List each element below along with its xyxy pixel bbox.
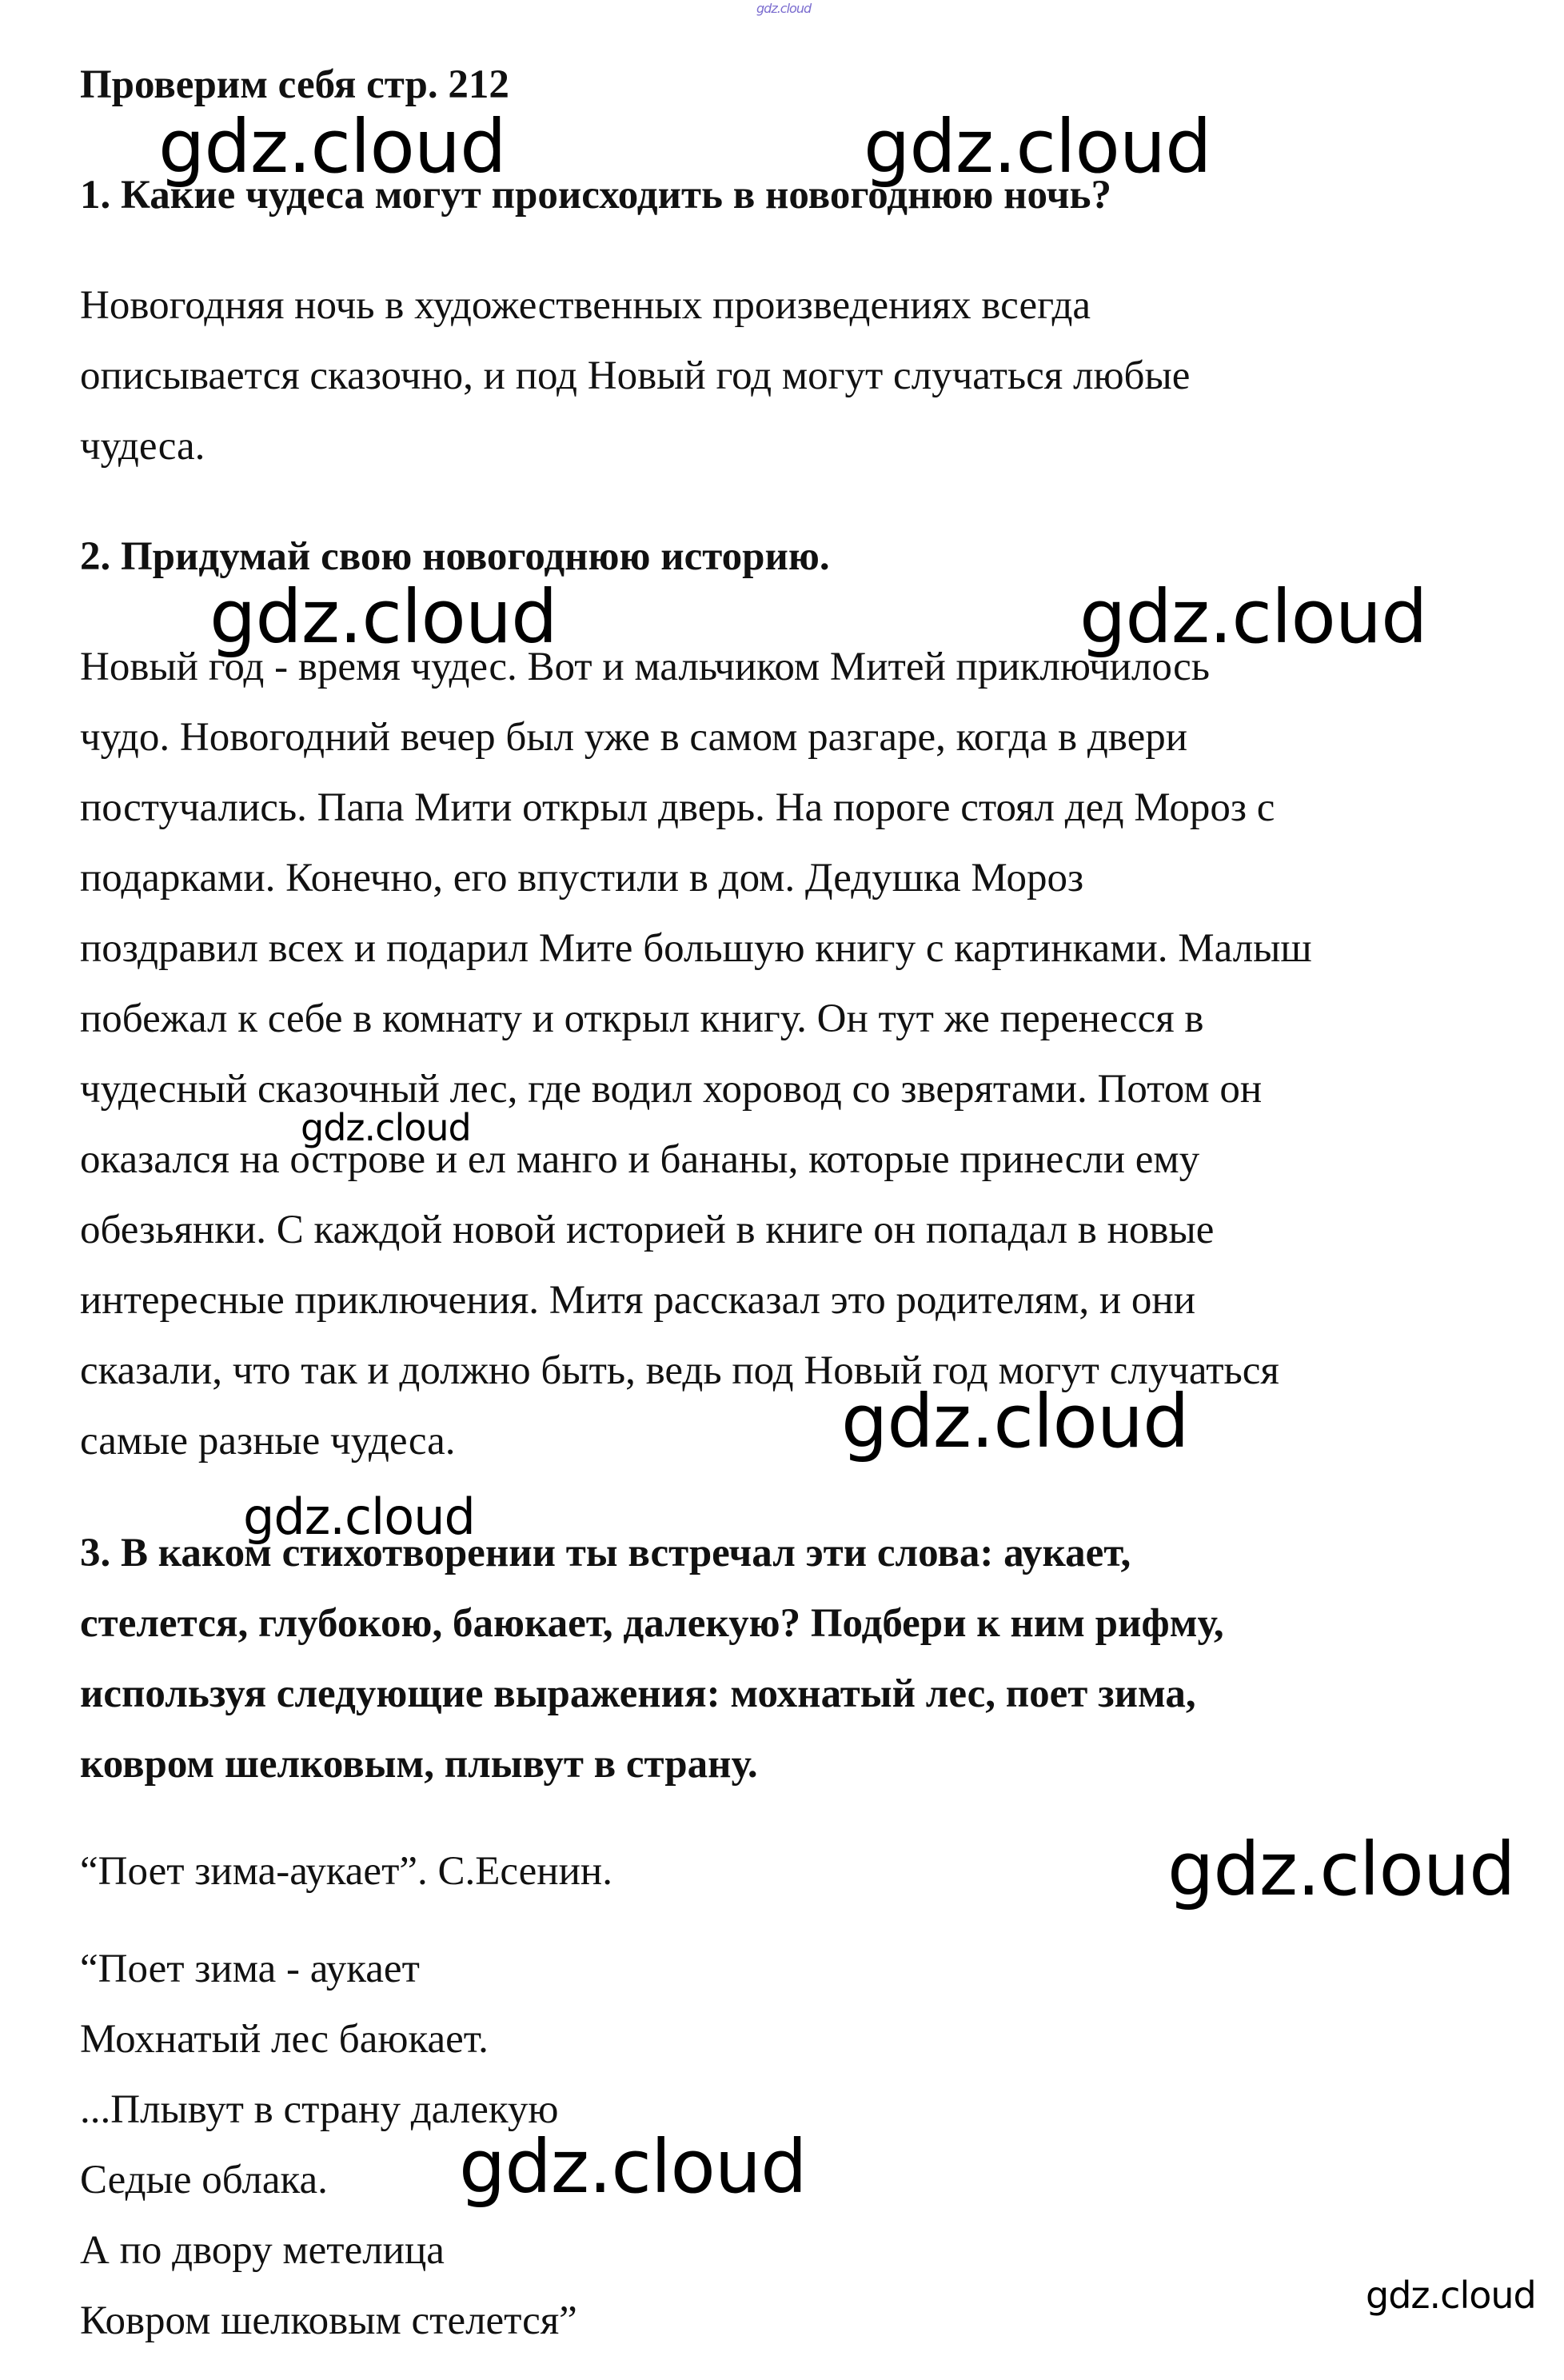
answer-2-line: чудо. Новогодний вечер был уже в самом разгаре, когда в двери — [80, 715, 1187, 760]
poem-line: Ковром шелковым стелется” — [80, 2298, 577, 2343]
answer-2-line: оказался на острове и ел манго и бананы, которые принесли ему — [80, 1137, 1200, 1182]
watermark: gdz.cloud — [243, 1488, 475, 1546]
watermark-top-tiny: gdz.cloud — [756, 1, 812, 16]
answer-2 — [80, 632, 1312, 1476]
poem-line: “Поет зима - аукает — [80, 1947, 420, 1991]
poem-source: “Поет зима-аукает”. С.Есенин. — [80, 1849, 612, 1894]
answer-1-line: Новогодняя ночь в художественных произведениях всегда — [80, 283, 1091, 328]
answer-2-line: чудесный сказочный лес, где водил хоровод со зверятами. Потом он — [80, 1067, 1263, 1112]
poem-line: ...Плывут в страну далекую — [80, 2087, 559, 2132]
page-title: Проверим себя стр. 212 — [80, 62, 509, 107]
question-1: 1. Какие чудеса могут происходить в новогоднюю ночь? — [80, 173, 1111, 218]
answer-2-line: обезьянки. С каждой новой историей в книге он попадал в новые — [80, 1208, 1215, 1252]
watermark: gdz.cloud — [1366, 2274, 1536, 2317]
watermark: gdz.cloud — [1079, 574, 1427, 660]
answer-1 — [80, 270, 1190, 481]
poem-line: Мохнатый лес баюкает. — [80, 2017, 489, 2062]
answer-2-line: побежал к себе в комнату и открыл книгу. Он тут же перенесся в — [80, 996, 1204, 1041]
question-3-line: 3. В каком стихотворении ты встречал эти слова: аукает, — [80, 1531, 1131, 1575]
question-3-line: ковром шелковым, плывут в страну. — [80, 1742, 758, 1787]
question-3-line: используя следующие выражения: мохнатый лес, поет зима, — [80, 1671, 1196, 1716]
answer-1-line: описывается сказочно, и под Новый год могут случаться любые — [80, 353, 1191, 398]
poem-line: А по двору метелица — [80, 2228, 445, 2273]
watermark: gdz.cloud — [209, 574, 557, 660]
watermark: gdz.cloud — [301, 1106, 471, 1149]
answer-2-line: Новый год - время чудес. Вот и мальчиком Митей приключилось — [80, 645, 1211, 689]
answer-2-line: самые разные чудеса. — [80, 1419, 456, 1464]
answer-1-line: чудеса. — [80, 424, 205, 469]
question-2: 2. Придумай свою новогоднюю историю. — [80, 534, 830, 579]
answer-2-line: интересные приключения. Митя рассказал это родителям, и они — [80, 1278, 1196, 1323]
answer-2-line: поздравил всех и подарил Мите большую книгу с картинками. Малыш — [80, 926, 1312, 971]
answer-2-line: подарками. Конечно, его впустили в дом. Дедушка Мороз — [80, 856, 1084, 900]
watermark: gdz.cloud — [1167, 1827, 1515, 1912]
watermark: gdz.cloud — [841, 1379, 1189, 1464]
poem-line: Седые облака. — [80, 2158, 328, 2202]
watermark: gdz.cloud — [158, 104, 506, 190]
question-3-line: стелется, глубокою, баюкает, далекую? Подбери к ним рифму, — [80, 1601, 1224, 1646]
watermark: gdz.cloud — [864, 104, 1211, 190]
question-3 — [80, 1518, 1224, 1799]
answer-2-line: постучались. Папа Мити открыл дверь. На пороге стоял дед Мороз с — [80, 785, 1275, 830]
answer-2-line: сказали, что так и должно быть, ведь под Новый год могут случаться — [80, 1348, 1279, 1393]
watermark: gdz.cloud — [459, 2124, 807, 2210]
